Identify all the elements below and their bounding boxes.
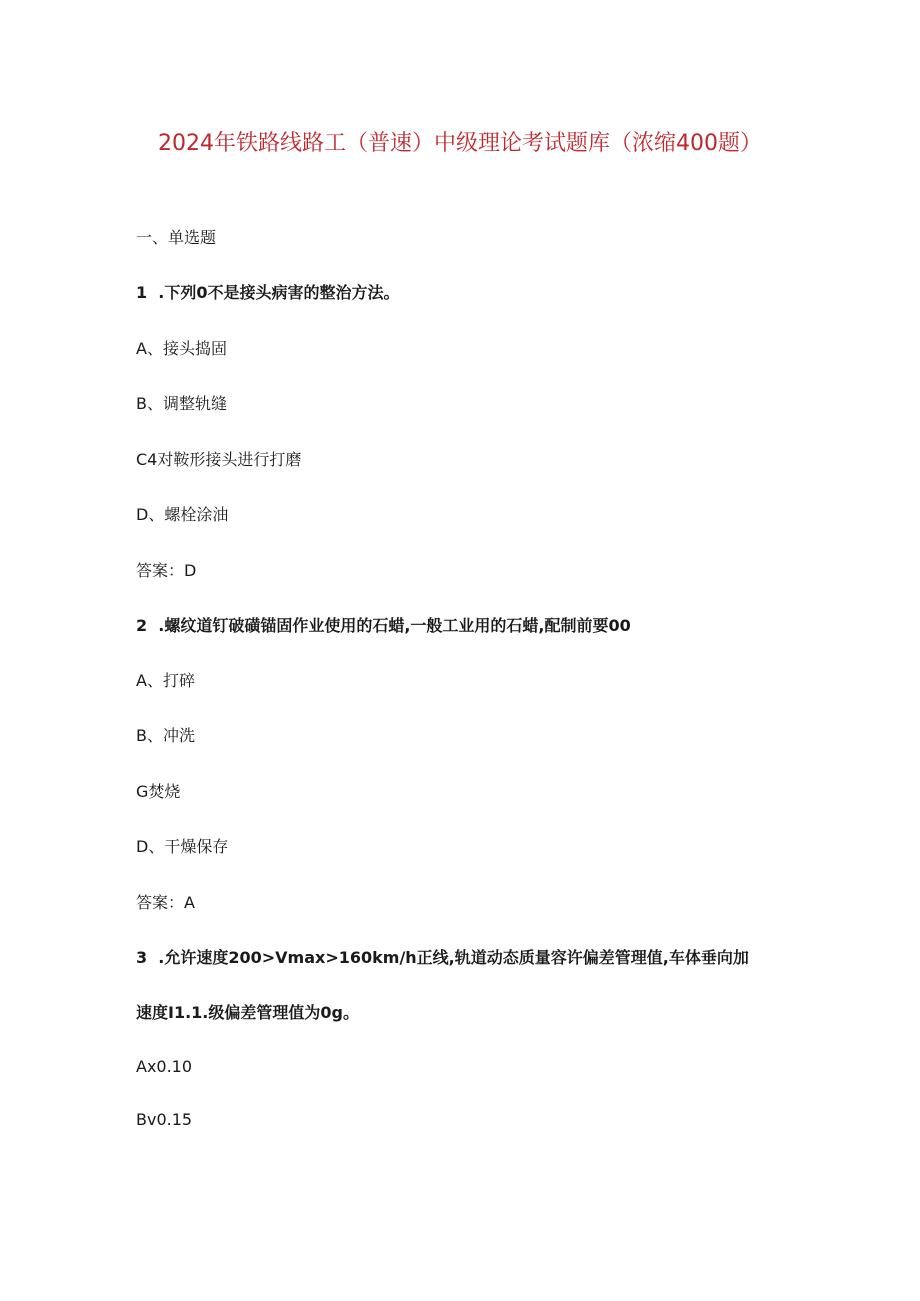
question-1-option-b: B、调整轨缝 xyxy=(136,394,227,413)
question-2-option-a: A、打碎 xyxy=(136,671,195,690)
question-1-answer: 答案：D xyxy=(136,561,197,580)
document-title: 2024年铁路线路工（普速）中级理论考试题库（浓缩400题） xyxy=(158,131,762,156)
question-1-option-d: D、螺栓涂油 xyxy=(136,505,229,524)
question-1-stem: 1 .下列0不是接头病害的整治方法。 xyxy=(136,283,400,302)
question-1-option-a: A、接头捣固 xyxy=(136,339,227,358)
question-3-stem-line-1: 3 .允许速度200>Vmax>160km/h正线,轨道动态质量容许偏差管理值,车体垂向加 xyxy=(136,948,749,967)
question-2-option-d: D、干燥保存 xyxy=(136,837,229,856)
section-heading: 一、单选题 xyxy=(136,228,217,247)
question-3-option-b: Bv0.15 xyxy=(136,1110,193,1129)
question-3-stem-line-2: 速度I1.1.级偏差管理值为0g。 xyxy=(136,1003,359,1022)
question-3-option-a: Ax0.10 xyxy=(136,1057,193,1076)
question-2-answer: 答案：A xyxy=(136,893,195,912)
question-2-option-c: G焚烧 xyxy=(136,782,181,801)
question-1-option-c: C4对鞍形接头进行打磨 xyxy=(136,450,302,469)
question-2-option-b: B、冲洗 xyxy=(136,726,195,745)
question-2-stem: 2 .螺纹道钉破磺锚固作业使用的石蜡,一般工业用的石蜡,配制前要00 xyxy=(136,616,631,635)
